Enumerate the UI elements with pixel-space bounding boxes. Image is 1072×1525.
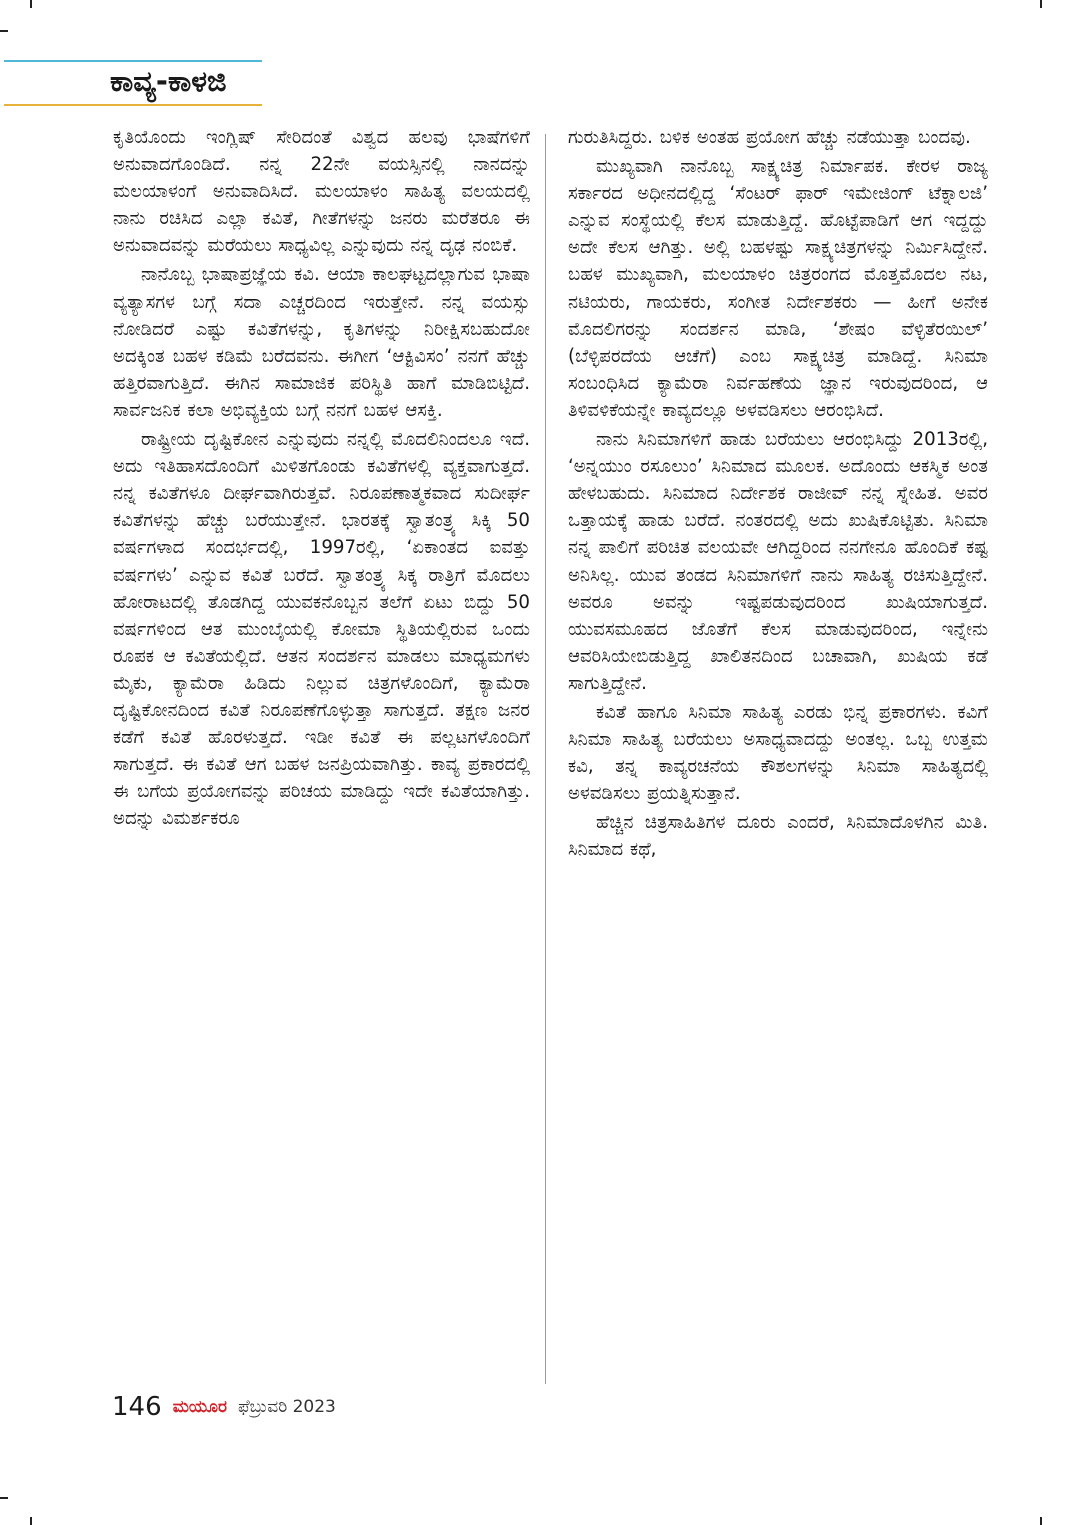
paragraph: ಮುಖ್ಯವಾಗಿ ನಾನೊಬ್ಬ ಸಾಕ್ಷ್ಯಚಿತ್ರ ನಿರ್ಮಾಪಕ. ಕೇರಳ ರಾಜ್ಯ ಸರ್ಕಾರದ ಅಧೀನದಲ್ಲಿದ್ದ ‘ಸೆಂಟರ್ ಫಾರ್ ಇಮೇಜಿಂಗ್ ಟೆಕ್ನಾಲಜಿ’ ಎನ್ನುವ ಸಂಸ್ಥೆಯಲ್ಲಿ ಕೆಲಸ ಮಾಡುತ್ತಿದ್ದೆ. ಹೊಟ್ಟೆಪಾಡಿಗೆ ಆಗ ಇದ್ದದ್ದು ಅದೇ ಕೆಲಸ ಆಗಿತ್ತು. ಅಲ್ಲಿ ಬಹಳಷ್ಟು ಸಾಕ್ಷ್ಯಚಿತ್ರಗಳನ್ನು ನಿರ್ಮಿಸಿದ್ದೇನೆ. ಬಹಳ ಮುಖ್ಯವಾಗಿ, ಮಲಯಾಳಂ ಚಿತ್ರರಂಗದ ಮೊತ್ತಮೊದಲ ನಟ, ನಟಿಯರು, ಗಾಯಕರು, ಸಂಗೀತ ನಿರ್ದೇಶಕರು — ಹೀಗೆ ಅನೇಕ ಮೊದಲಿಗರನ್ನು ಸಂದರ್ಶನ ಮಾಡಿ, ‘ಶೇಷಂ ವೆಳ್ಳಿತೆರಯಿಲ್’ (ಬೆಳ್ಳಿಪರದೆಯ ಆಚೆಗೆ) ಎಂಬ ಸಾಕ್ಷ್ಯಚಿತ್ರ ಮಾಡಿದ್ದೆ. ಸಿನಿಮಾ ಸಂಬಂಧಿಸಿದ ಕ್ಯಾಮೆರಾ ನಿರ್ವಹಣೆಯ ಜ್ಞಾನ ಇರುವುದರಿಂದ, ಆ ತಿಳಿವಳಿಕೆಯನ್ನೇ ಕಾವ್ಯದಲ್ಲೂ ಅಳವಡಿಸಲು ಆರಂಭಿಸಿದೆ. — [568, 156, 988, 421]
page-number: 146 — [112, 1392, 162, 1422]
paragraph: ನಾನೊಬ್ಬ ಭಾಷಾಪ್ರಜ್ಞೆಯ ಕವಿ. ಆಯಾ ಕಾಲಘಟ್ಟದಲ್ಲಾಗುವ ಭಾಷಾ ವ್ಯತ್ಯಾಸಗಳ ಬಗ್ಗೆ ಸದಾ ಎಚ್ಚರದಿಂದ ಇರುತ್ತೇನೆ. ನನ್ನ ವಯಸ್ಸು ನೋಡಿದರೆ ಎಷ್ಟು ಕವಿತೆಗಳನ್ನು, ಕೃತಿಗಳನ್ನು ನಿರೀಕ್ಷಿಸಬಹುದೋ ಅದಕ್ಕಿಂತ ಬಹಳ ಕಡಿಮೆ ಬರೆದವನು. ಈಗೀಗ ‘ಆಕ್ಟಿವಿಸಂ’ ನನಗೆ ಹೆಚ್ಚು ಹತ್ತಿರವಾಗುತ್ತಿದೆ. ಈಗಿನ ಸಾಮಾಜಿಕ ಪರಿಸ್ಥಿತಿ ಹಾಗೆ ಮಾಡಿಬಿಟ್ಟಿದೆ. ಸಾರ್ವಜನಿಕ ಕಲಾ ಅಭಿವ್ಯಕ್ತಿಯ ಬಗ್ಗೆ ನನಗೆ ಬಹಳ ಆಸಕ್ತಿ. — [113, 264, 530, 421]
article-column-left — [113, 124, 530, 1380]
header-rule-bottom — [4, 104, 262, 106]
section-title: ಕಾವ್ಯ-ಕಾಳಜಿ — [110, 64, 227, 98]
crop-mark-bottom-right — [1040, 1517, 1042, 1525]
column-divider — [545, 134, 546, 1384]
crop-mark-left-lower — [0, 1497, 8, 1499]
article-column-right — [568, 124, 988, 1380]
issue-date: ಫೆಬ್ರುವರಿ 2023 — [238, 1397, 336, 1417]
section-header — [0, 56, 265, 108]
crop-mark-left-upper — [0, 30, 8, 32]
paragraph: ನಾನು ಸಿನಿಮಾಗಳಿಗೆ ಹಾಡು ಬರೆಯಲು ಆರಂಭಿಸಿದ್ದು 2013ರಲ್ಲಿ, ‘ಅನ್ನಯುಂ ರಸೂಲುಂ’ ಸಿನಿಮಾದ ಮೂಲಕ. ಅದೊಂದು ಆಕಸ್ಮಿಕ ಅಂತ ಹೇಳಬಹುದು. ಸಿನಿಮಾದ ನಿರ್ದೇಶಕ ರಾಜೀವ್ ನನ್ನ ಸ್ನೇಹಿತ. ಅವರ ಒತ್ತಾಯಕ್ಕೆ ಹಾಡು ಬರೆದೆ. ನಂತರದಲ್ಲಿ ಅದು ಖುಷಿಕೊಟ್ಟಿತು. ಸಿನಿಮಾ ನನ್ನ ಪಾಲಿಗೆ ಪರಿಚಿತ ವಲಯವೇ ಆಗಿದ್ದರಿಂದ ನನಗೇನೂ ಹೊಂದಿಕೆ ಕಷ್ಟ ಅನಿಸಿಲ್ಲ. ಯುವ ತಂಡದ ಸಿನಿಮಾಗಳಿಗೆ ನಾನು ಸಾಹಿತ್ಯ ರಚಿಸುತ್ತಿದ್ದೇನೆ. ಅವರೂ ಅವನ್ನು ಇಷ್ಟಪಡುವುದರಿಂದ ಖುಷಿಯಾಗುತ್ತದೆ. ಯುವಸಮೂಹದ ಜೊತೆಗೆ ಕೆಲಸ ಮಾಡುವುದರಿಂದ, ಇನ್ನೇನು ಆವರಿಸಿಯೇಬಿಡುತ್ತಿದ್ದ ಖಾಲಿತನದಿಂದ ಬಚಾವಾಗಿ, ಖುಷಿಯ ಕಡೆ ಸಾಗುತ್ತಿದ್ದೇನೆ. — [568, 429, 988, 694]
paragraph: ಹೆಚ್ಚಿನ ಚಿತ್ರಸಾಹಿತಿಗಳ ದೂರು ಎಂದರೆ, ಸಿನಿಮಾದೊಳಗಿನ ಮಿತಿ. ಸಿನಿಮಾದ ಕಥೆ, — [568, 812, 988, 861]
magazine-logo: ಮಯೂರ — [172, 1397, 227, 1417]
paragraph: ಗುರುತಿಸಿದ್ದರು. ಬಳಿಕ ಅಂತಹ ಪ್ರಯೋಗ ಹೆಚ್ಚು ನಡೆಯುತ್ತಾ ಬಂದವು. — [568, 127, 971, 148]
crop-mark-top-left — [30, 0, 32, 8]
crop-mark-bottom-left — [30, 1517, 32, 1525]
header-rule-top — [4, 60, 262, 62]
page-footer — [112, 1392, 336, 1428]
paragraph: ರಾಷ್ಟ್ರೀಯ ದೃಷ್ಟಿಕೋನ ಎನ್ನುವುದು ನನ್ನಲ್ಲಿ ಮೊದಲಿನಿಂದಲೂ ಇದೆ. ಅದು ಇತಿಹಾಸದೊಂದಿಗೆ ಮಿಳಿತಗೊಂಡು ಕವಿತೆಗಳಲ್ಲಿ ವ್ಯಕ್ತವಾಗುತ್ತದೆ. ನನ್ನ ಕವಿತೆಗಳೂ ದೀರ್ಘವಾಗಿರುತ್ತವೆ. ನಿರೂಪಣಾತ್ಮಕವಾದ ಸುದೀರ್ಘ ಕವಿತೆಗಳನ್ನು ಹೆಚ್ಚು ಬರೆಯುತ್ತೇನೆ. ಭಾರತಕ್ಕೆ ಸ್ವಾತಂತ್ರ್ಯ ಸಿಕ್ಕಿ 50 ವರ್ಷಗಳಾದ ಸಂದರ್ಭದಲ್ಲಿ, 1997ರಲ್ಲಿ, ‘ಏಕಾಂತದ ಐವತ್ತು ವರ್ಷಗಳು’ ಎನ್ನುವ ಕವಿತೆ ಬರೆದೆ. ಸ್ವಾತಂತ್ರ್ಯ ಸಿಕ್ಕ ರಾತ್ರಿಗೆ ಮೊದಲು ಹೋರಾಟದಲ್ಲಿ ತೊಡಗಿದ್ದ ಯುವಕನೊಬ್ಬನ ತಲೆಗೆ ಏಟು ಬಿದ್ದು 50 ವರ್ಷಗಳಿಂದ ಆತ ಮುಂಬೈಯಲ್ಲಿ ಕೋಮಾ ಸ್ಥಿತಿಯಲ್ಲಿರುವ ಒಂದು ರೂಪಕ ಆ ಕವಿತೆಯಲ್ಲಿದೆ. ಆತನ ಸಂದರ್ಶನ ಮಾಡಲು ಮಾಧ್ಯಮಗಳು ಮೈಕು, ಕ್ಯಾಮೆರಾ ಹಿಡಿದು ನಿಲ್ಲುವ ಚಿತ್ರಗಳೊಂದಿಗೆ, ಕ್ಯಾಮೆರಾ ದೃಷ್ಟಿಕೋನದಿಂದ ಕವಿತೆ ನಿರೂಪಣೆಗೊಳ್ಳುತ್ತಾ ಸಾಗುತ್ತದೆ. ತಕ್ಷಣ ಜನರ ಕಡೆಗೆ ಕವಿತೆ ಹೊರಳುತ್ತದೆ. ಇಡೀ ಕವಿತೆ ಈ ಪಲ್ಲಟಗಳೊಂದಿಗೆ ಸಾಗುತ್ತದೆ. ಈ ಕವಿತೆ ಆಗ ಬಹಳ ಜನಪ್ರಿಯವಾಗಿತ್ತು. ಕಾವ್ಯ ಪ್ರಕಾರದಲ್ಲಿ ಈ ಬಗೆಯ ಪ್ರಯೋಗವನ್ನು ಪರಿಚಯ ಮಾಡಿದ್ದು ಇದೇ ಕವಿತೆಯಾಗಿತ್ತು. ಅದನ್ನು ವಿಮರ್ಶಕರೂ — [113, 429, 530, 830]
paragraph: ಕೃತಿಯೊಂದು ಇಂಗ್ಲಿಷ್ ಸೇರಿದಂತೆ ವಿಶ್ವದ ಹಲವು ಭಾಷೆಗಳಿಗೆ ಅನುವಾದಗೊಂಡಿದೆ. ನನ್ನ 22ನೇ ವಯಸ್ಸಿನಲ್ಲಿ ನಾನದನ್ನು ಮಲಯಾಳಂಗೆ ಅನುವಾದಿಸಿದೆ. ಮಲಯಾಳಂ ಸಾಹಿತ್ಯ ವಲಯದಲ್ಲಿ ನಾನು ರಚಿಸಿದ ಎಲ್ಲಾ ಕವಿತೆ, ಗೀತೆಗಳನ್ನು ಜನರು ಮರೆತರೂ ಈ ಅನುವಾದವನ್ನು ಮರೆಯಲು ಸಾಧ್ಯವಿಲ್ಲ ಎನ್ನುವುದು ನನ್ನ ದೃಢ ನಂಬಿಕೆ. — [113, 127, 530, 257]
paragraph: ಕವಿತೆ ಹಾಗೂ ಸಿನಿಮಾ ಸಾಹಿತ್ಯ ಎರಡು ಭಿನ್ನ ಪ್ರಕಾರಗಳು. ಕವಿಗೆ ಸಿನಿಮಾ ಸಾಹಿತ್ಯ ಬರೆಯಲು ಅಸಾಧ್ಯವಾದದ್ದು ಅಂತಲ್ಲ. ಒಬ್ಬ ಉತ್ತಮ ಕವಿ, ತನ್ನ ಕಾವ್ಯರಚನೆಯ ಕೌಶಲಗಳನ್ನು ಸಿನಿಮಾ ಸಾಹಿತ್ಯದಲ್ಲಿ ಅಳವಡಿಸಲು ಪ್ರಯತ್ನಿಸುತ್ತಾನೆ. — [568, 701, 988, 805]
crop-mark-top-right — [1040, 0, 1042, 8]
